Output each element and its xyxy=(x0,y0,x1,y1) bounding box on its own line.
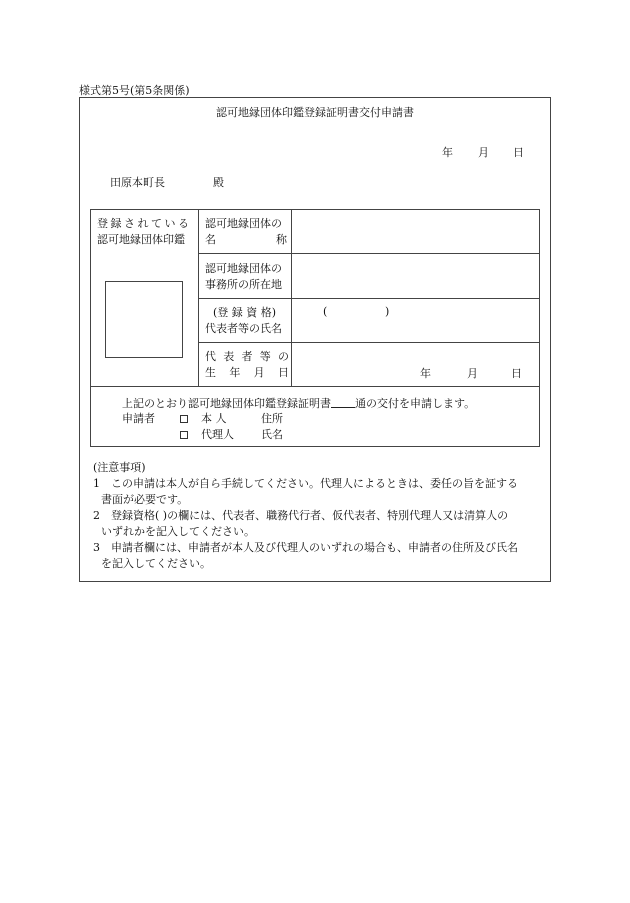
agent-option-label: 代理人 xyxy=(201,428,234,441)
birthdate-label-line2 xyxy=(205,365,289,381)
self-option-label: 本 人 xyxy=(201,412,227,425)
office-address-label-line2: 事務所の所在地 xyxy=(205,278,282,291)
seal-impression-box[interactable] xyxy=(105,281,183,358)
note-item-continued: いずれかを記入してください。 xyxy=(101,525,255,538)
document-title: 認可地縁団体印鑑登録証明書交付申請書 xyxy=(216,106,414,119)
representative-name-field[interactable] xyxy=(292,322,538,340)
note-item: 3 申請者欄には、申請者が本人及び代理人のいずれの場合も、申請者の住所及び氏名 xyxy=(93,541,518,554)
note-item-continued: を記入してください。 xyxy=(101,557,211,570)
applicant-label: 申請者 xyxy=(122,412,155,425)
birthdate-field[interactable] xyxy=(292,343,538,383)
request-statement-text: 上記のとおり認可地縁団体印鑑登録証明書 xyxy=(122,397,331,410)
group-name-label-line2 xyxy=(205,232,287,248)
birthdate-char: 日 xyxy=(277,366,289,379)
request-statement-suffix: 通の交付を申請します。 xyxy=(355,397,476,410)
date-day-label[interactable]: 日 xyxy=(513,146,524,159)
birth-month-label: 月 xyxy=(467,367,478,380)
birth-year-label: 年 xyxy=(420,367,431,380)
applicant-agent-option[interactable] xyxy=(180,426,234,442)
office-address-field[interactable] xyxy=(292,254,538,296)
birthdate-char: 生 xyxy=(205,366,216,379)
representative-label xyxy=(205,305,282,337)
birth-day-label: 日 xyxy=(511,367,522,380)
birthdate-label-line1 xyxy=(205,349,289,365)
qualification-label: (登 録 資 格) xyxy=(213,306,277,319)
qualification-field[interactable] xyxy=(330,302,382,320)
qualification-paren-close: ) xyxy=(385,305,390,318)
note-item: 1 この申請は本人が自ら手続してください。代理人によるときは、委任の旨を証する xyxy=(93,477,518,490)
seal-label-line1: 登録されている xyxy=(97,217,192,230)
group-name-char: 称 xyxy=(276,233,287,246)
copies-count-field[interactable] xyxy=(331,396,355,408)
office-address-label-line1: 認可地縁団体の xyxy=(205,262,282,275)
table-divider xyxy=(91,386,540,387)
birthdate-char: 等 xyxy=(259,350,271,363)
qualification-paren-open: ( xyxy=(323,305,328,318)
applicant-address-field[interactable] xyxy=(290,408,536,423)
note-item-continued: 書面が必要です。 xyxy=(101,493,189,506)
name-label: 氏名 xyxy=(261,428,283,441)
group-name-char: 名 xyxy=(205,233,216,246)
addressee-mayor: 田原本町長 xyxy=(110,176,165,189)
address-label: 住所 xyxy=(261,412,283,425)
representative-name-label: 代表者等の氏名 xyxy=(205,322,282,335)
date-month-label[interactable]: 月 xyxy=(478,146,489,159)
group-name-label-line1: 認可地縁団体の xyxy=(205,217,282,230)
date-year-label[interactable]: 年 xyxy=(442,146,453,159)
seal-section-label xyxy=(97,216,192,248)
birthdate-char: 月 xyxy=(253,366,265,379)
group-name-label xyxy=(205,216,287,248)
notes-heading: (注意事項) xyxy=(93,461,146,474)
birthdate-label xyxy=(205,349,289,381)
birthdate-char: の xyxy=(278,350,289,363)
applicant-name-field[interactable] xyxy=(290,424,536,439)
self-checkbox[interactable] xyxy=(180,415,188,423)
office-address-label xyxy=(205,261,282,293)
group-name-field[interactable] xyxy=(292,211,538,251)
birthdate-char: 表 xyxy=(223,350,235,363)
agent-checkbox[interactable] xyxy=(180,431,188,439)
notes-section xyxy=(93,460,518,572)
seal-label-line2: 認可地縁団体印鑑 xyxy=(97,233,185,246)
birthdate-char: 者 xyxy=(241,350,253,363)
birthdate-char: 代 xyxy=(205,350,216,363)
birthdate-char: 年 xyxy=(229,366,241,379)
applicant-self-option[interactable] xyxy=(180,410,227,426)
addressee-honorific: 殿 xyxy=(213,176,224,189)
form-number: 様式第5号(第5条関係) xyxy=(79,84,190,97)
note-item: 2 登録資格( )の欄には、代表者、職務代行者、仮代表者、特別代理人又は清算人の xyxy=(93,509,509,522)
table-divider xyxy=(198,298,540,299)
